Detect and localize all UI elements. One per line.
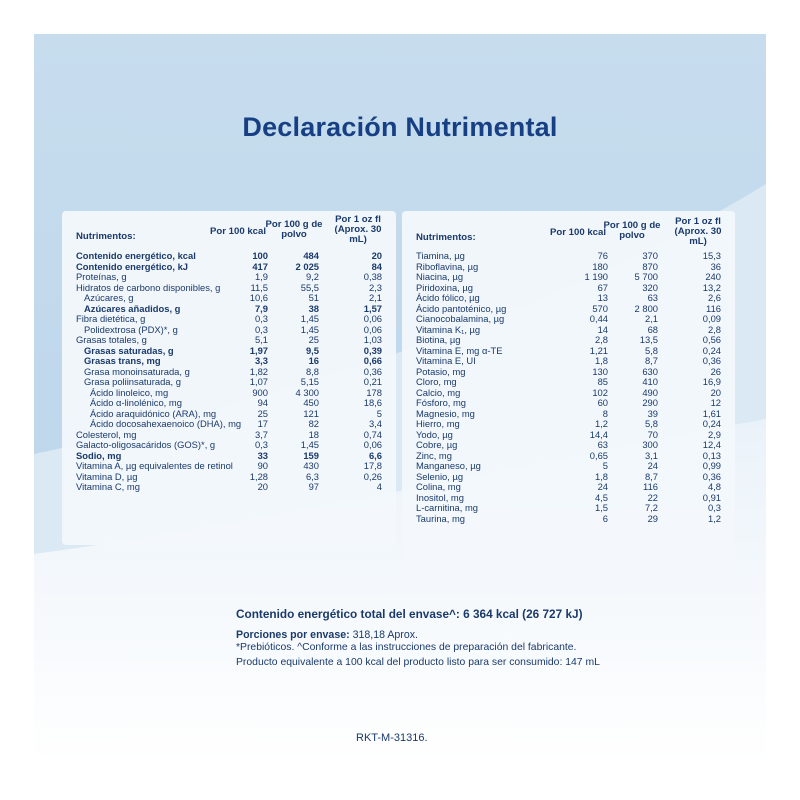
value-per-100kcal: 10,6 <box>249 292 268 303</box>
header-nutrients: Nutrimentos: <box>416 232 476 243</box>
nutrient-name: Riboflavina, µg <box>416 260 479 272</box>
nutrient-name: Azúcares, g <box>84 292 134 303</box>
table-row <box>402 251 735 262</box>
nutrient-name: Hierro, mg <box>416 418 460 429</box>
value-per-100g: 82 <box>308 418 319 429</box>
footnote-prebiotics: *Prebióticos. ^Conforme a las instrucciones de preparación del fabricante. <box>236 642 577 653</box>
value-per-oz: 36 <box>710 260 721 272</box>
nutrient-name: Vitamina D, µg <box>76 470 138 482</box>
value-per-100kcal: 17 <box>257 418 268 429</box>
nutrient-name: Niacina, µg <box>416 271 464 282</box>
value-per-100g: 22 <box>647 491 658 503</box>
nutrient-name: Cloro, mg <box>416 376 457 387</box>
value-per-100g: 410 <box>642 376 658 387</box>
value-per-100kcal: 13 <box>597 292 608 303</box>
value-per-oz: 84 <box>371 260 382 272</box>
nutrient-name: Ácido docosahexaenoico (DHA), mg <box>90 418 242 429</box>
value-per-oz: 26 <box>710 365 721 377</box>
value-per-100g: 29 <box>647 512 658 524</box>
value-per-100g: 18 <box>308 428 319 440</box>
table-row <box>402 293 735 304</box>
nutrient-name: Galacto-oligosacáridos (GOS)*, g <box>76 439 216 450</box>
value-per-100g: 370 <box>642 250 658 261</box>
header-per-oz: Por 1 oz fl (Aprox. 30 mL) <box>334 214 382 245</box>
value-per-100kcal: 0,3 <box>254 313 268 324</box>
value-per-100kcal: 20 <box>257 481 268 492</box>
value-per-100g: 484 <box>303 250 319 261</box>
value-per-100kcal: 11,5 <box>250 281 268 293</box>
value-per-100kcal: 67 <box>597 281 608 293</box>
value-per-100kcal: 1,8 <box>594 470 608 482</box>
value-per-100g: 8,7 <box>644 470 658 482</box>
value-per-100kcal: 1,21 <box>589 344 608 356</box>
value-per-100g: 320 <box>642 281 658 293</box>
nutrient-name: Colesterol, mg <box>76 428 137 440</box>
value-per-oz: 0,13 <box>702 449 721 461</box>
table-row <box>402 482 735 493</box>
value-per-100kcal: 24 <box>597 481 608 492</box>
value-per-oz: 1,61 <box>702 407 721 419</box>
value-per-oz: 0,26 <box>363 470 382 482</box>
nutrient-name: Grasa poliinsaturada, g <box>84 376 181 387</box>
nutrient-name: Grasa monoinsaturada, g <box>84 365 190 377</box>
value-per-oz: 4,8 <box>707 481 721 492</box>
value-per-oz: 5 <box>376 407 382 419</box>
value-per-100g: 5,15 <box>300 376 319 387</box>
table-row <box>62 377 396 388</box>
nutrient-name: Grasas trans, mg <box>84 355 161 366</box>
value-per-100kcal: 85 <box>597 376 608 387</box>
nutrient-name: Fósforo, mg <box>416 397 467 408</box>
value-per-100kcal: 63 <box>597 439 608 450</box>
value-per-100g: 25 <box>308 334 319 345</box>
value-per-100g: 1,45 <box>300 439 319 450</box>
footer-info <box>236 607 716 669</box>
table-header <box>62 211 396 251</box>
nutrient-name: Cobre, µg <box>416 439 458 450</box>
nutrition-table-left <box>62 211 396 545</box>
value-per-oz: 6,6 <box>368 449 382 461</box>
table-header <box>402 211 735 251</box>
table-body <box>402 251 735 524</box>
value-per-100g: 300 <box>642 439 658 450</box>
value-per-100kcal: 102 <box>592 386 608 398</box>
value-per-100kcal: 0,3 <box>254 439 268 450</box>
value-per-100kcal: 0,3 <box>254 323 268 335</box>
value-per-oz: 178 <box>366 386 382 398</box>
value-per-100kcal: 94 <box>257 397 268 408</box>
value-per-100g: 1,45 <box>300 323 319 335</box>
value-per-100g: 121 <box>303 407 319 419</box>
value-per-oz: 0,06 <box>363 323 382 335</box>
table-row <box>62 398 396 409</box>
value-per-oz: 0,39 <box>363 344 382 356</box>
table-row <box>402 377 735 388</box>
table-row <box>402 440 735 451</box>
nutrient-name: Vitamina C, mg <box>76 481 140 492</box>
value-per-oz: 0,06 <box>363 313 382 324</box>
value-per-100kcal: 1,5 <box>594 502 608 513</box>
nutrient-name: Vitamina E, UI <box>416 355 476 366</box>
value-per-oz: 1,03 <box>363 334 382 345</box>
value-per-100kcal: 1,82 <box>249 365 268 377</box>
value-per-100g: 55,5 <box>300 281 319 293</box>
table-row <box>402 398 735 409</box>
value-per-100kcal: 76 <box>597 250 608 261</box>
value-per-100kcal: 1,07 <box>249 376 268 387</box>
value-per-oz: 0,21 <box>363 376 382 387</box>
header-per-100g: Por 100 g de polvo <box>603 220 661 241</box>
portions-label: Porciones por envase: <box>236 629 350 641</box>
header-per-oz: Por 1 oz fl (Aprox. 30 mL) <box>674 216 722 247</box>
nutrient-name: Calcio, mg <box>416 386 461 398</box>
nutrient-name: Contenido energético, kcal <box>76 250 196 261</box>
value-per-oz: 20 <box>371 250 382 261</box>
total-energy: Contenido energético total del envase^: 6 364 kcal (26 727 kJ) <box>236 607 583 621</box>
value-per-oz: 2,3 <box>368 281 382 293</box>
nutrient-name: Sodio, mg <box>76 449 122 461</box>
value-per-100g: 2 025 <box>295 260 319 272</box>
table-row <box>62 335 396 346</box>
table-row <box>62 440 396 451</box>
value-per-100kcal: 7,9 <box>254 302 268 314</box>
nutrient-name: Ácido araquidónico (ARA), mg <box>90 407 217 419</box>
value-per-oz: 0,56 <box>702 334 721 345</box>
value-per-oz: 2,1 <box>368 292 382 303</box>
value-per-oz: 0,06 <box>363 439 382 450</box>
table-row <box>62 272 396 283</box>
value-per-oz: 0,3 <box>707 502 721 513</box>
value-per-100g: 38 <box>308 302 319 314</box>
value-per-100kcal: 8 <box>602 407 608 419</box>
table-body <box>62 251 396 493</box>
nutrient-name: Potasio, mg <box>416 365 466 377</box>
value-per-oz: 12,4 <box>702 439 721 450</box>
value-per-oz: 17,8 <box>363 460 382 471</box>
value-per-100g: 450 <box>303 397 319 408</box>
nutrient-name: Ácido fólico, µg <box>416 292 480 303</box>
value-per-100kcal: 1 190 <box>584 271 608 282</box>
value-per-100kcal: 33 <box>257 449 268 461</box>
nutrient-name: Azúcares añadidos, g <box>84 302 181 314</box>
value-per-100g: 6,3 <box>305 470 319 482</box>
value-per-100g: 16 <box>308 355 319 366</box>
value-per-100g: 68 <box>647 323 658 335</box>
value-per-100g: 5,8 <box>644 418 658 429</box>
value-per-100g: 159 <box>303 449 319 461</box>
table-row <box>402 314 735 325</box>
value-per-oz: 0,09 <box>702 313 721 324</box>
value-per-100g: 1,45 <box>300 313 319 324</box>
page-title: Declaración Nutrimental <box>242 112 558 142</box>
value-per-100g: 5,8 <box>644 344 658 356</box>
value-per-oz: 15,3 <box>702 250 721 261</box>
value-per-oz: 2,8 <box>707 323 721 335</box>
nutrient-name: Ácido linoleico, mg <box>90 386 169 398</box>
value-per-100kcal: 130 <box>592 365 608 377</box>
portions <box>236 629 716 641</box>
nutrition-table-right <box>402 211 735 573</box>
table-row <box>62 293 396 304</box>
value-per-100g: 3,1 <box>644 449 658 461</box>
value-per-oz: 2,6 <box>707 292 721 303</box>
value-per-oz: 18,6 <box>363 397 382 408</box>
value-per-oz: 3,4 <box>368 418 382 429</box>
value-per-100g: 870 <box>642 260 658 272</box>
value-per-100g: 51 <box>308 292 319 303</box>
nutrient-name: Grasas saturadas, g <box>84 344 174 356</box>
nutrient-name: Vitamina E, mg α-TE <box>416 344 503 356</box>
table-row <box>62 482 396 493</box>
value-per-oz: 12 <box>710 397 721 408</box>
value-per-oz: 116 <box>706 302 721 314</box>
nutrient-name: Piridoxina, µg <box>416 281 473 293</box>
value-per-100kcal: 5 <box>602 460 608 471</box>
nutrient-name: Ácido pantoténico, µg <box>416 302 507 314</box>
value-per-100kcal: 14 <box>597 323 608 335</box>
table-row <box>62 419 396 430</box>
table-row <box>402 503 735 514</box>
equivalent-note: Producto equivalente a 100 kcal del producto listo para ser consumido: 147 mL <box>236 657 600 668</box>
value-per-oz: 16,9 <box>702 376 721 387</box>
value-per-100g: 8,7 <box>644 355 658 366</box>
value-per-100g: 8,8 <box>305 365 319 377</box>
nutrient-name: Grasas totales, g <box>76 334 147 345</box>
value-per-100g: 490 <box>642 386 658 398</box>
value-per-oz: 1,2 <box>707 512 721 524</box>
value-per-100kcal: 25 <box>257 407 268 419</box>
nutrient-name: Magnesio, mg <box>416 407 475 419</box>
value-per-100g: 2,1 <box>644 313 658 324</box>
value-per-oz: 0,66 <box>363 355 382 366</box>
table-row <box>402 419 735 430</box>
nutrient-name: Biotina, µg <box>416 334 461 345</box>
nutrient-name: Taurina, mg <box>416 512 465 524</box>
value-per-100kcal: 570 <box>592 302 608 314</box>
value-per-100g: 290 <box>642 397 658 408</box>
value-per-oz: 0,36 <box>702 470 721 482</box>
nutrient-name: Inositol, mg <box>416 491 464 503</box>
value-per-100kcal: 180 <box>592 260 608 272</box>
value-per-oz: 0,24 <box>702 344 721 356</box>
value-per-100g: 24 <box>647 460 658 471</box>
nutrient-name: Colina, mg <box>416 481 461 492</box>
value-per-100kcal: 417 <box>252 260 268 272</box>
value-per-oz: 0,99 <box>702 460 721 471</box>
table-row <box>402 272 735 283</box>
value-per-100kcal: 1,9 <box>254 271 268 282</box>
table-row <box>402 514 735 525</box>
value-per-100kcal: 1,8 <box>594 355 608 366</box>
value-per-100kcal: 0,44 <box>589 313 608 324</box>
table-row <box>62 461 396 472</box>
value-per-100kcal: 60 <box>597 397 608 408</box>
value-per-oz: 0,36 <box>702 355 721 366</box>
value-per-100g: 97 <box>308 481 319 492</box>
table-row <box>402 335 735 346</box>
value-per-100g: 39 <box>647 407 658 419</box>
value-per-100g: 630 <box>642 365 658 377</box>
table-row <box>62 356 396 367</box>
value-per-oz: 0,91 <box>702 491 721 503</box>
nutrient-name: Hidratos de carbono disponibles, g <box>76 281 221 293</box>
value-per-100g: 70 <box>647 428 658 440</box>
nutrient-name: Fibra dietética, g <box>76 313 146 324</box>
nutrient-name: Tiamina, µg <box>416 250 465 261</box>
value-per-oz: 240 <box>705 271 721 282</box>
value-per-100kcal: 1,2 <box>594 418 608 429</box>
value-per-100kcal: 900 <box>252 386 268 398</box>
nutrient-name: Zinc, mg <box>416 449 452 461</box>
nutrient-name: Contenido energético, kJ <box>76 260 188 272</box>
value-per-100kcal: 100 <box>252 250 268 261</box>
value-per-100kcal: 1,28 <box>249 470 268 482</box>
value-per-oz: 20 <box>710 386 721 398</box>
value-per-100kcal: 90 <box>257 460 268 471</box>
nutrient-name: Selenio, µg <box>416 470 464 482</box>
value-per-100g: 5 700 <box>634 271 658 282</box>
value-per-100g: 2 800 <box>634 302 658 314</box>
value-per-100kcal: 4,5 <box>594 491 608 503</box>
value-per-oz: 0,38 <box>363 271 382 282</box>
value-per-100g: 9,2 <box>305 271 319 282</box>
nutrient-name: Cianocobalamina, µg <box>416 313 505 324</box>
value-per-100g: 13,5 <box>639 334 658 345</box>
portions-value: 318,18 Aprox. <box>352 629 418 641</box>
nutrient-name: L-carnitina, mg <box>416 502 479 513</box>
value-per-100g: 430 <box>303 460 319 471</box>
nutrient-name: Yodo, µg <box>416 428 453 440</box>
nutrient-name: Manganeso, µg <box>416 460 481 471</box>
value-per-100kcal: 1,97 <box>249 344 268 356</box>
value-per-100kcal: 6 <box>602 512 608 524</box>
nutrient-name: Ácido α-linolénico, mg <box>90 397 182 408</box>
header-per-100kcal: Por 100 kcal <box>209 226 266 237</box>
value-per-100kcal: 3,7 <box>254 428 268 440</box>
value-per-100g: 116 <box>643 481 658 492</box>
value-per-100g: 7,2 <box>644 502 658 513</box>
nutrient-name: Vitamina A, µg equivalentes de retinol <box>76 460 233 471</box>
value-per-100kcal: 3,3 <box>254 355 268 366</box>
table-row <box>402 461 735 472</box>
nutrient-name: Proteínas, g <box>76 271 127 282</box>
value-per-oz: 0,36 <box>363 365 382 377</box>
value-per-oz: 2,9 <box>707 428 721 440</box>
value-per-100kcal: 5,1 <box>254 334 268 345</box>
value-per-oz: 0,24 <box>702 418 721 429</box>
value-per-100g: 63 <box>647 292 658 303</box>
table-row <box>62 251 396 262</box>
value-per-oz: 0,74 <box>363 428 382 440</box>
value-per-oz: 4 <box>376 481 382 492</box>
header-nutrients: Nutrimentos: <box>76 231 136 242</box>
header-per-100kcal: Por 100 kcal <box>549 227 606 238</box>
value-per-100kcal: 2,8 <box>594 334 608 345</box>
value-per-100g: 4 300 <box>295 386 319 398</box>
value-per-100kcal: 0,65 <box>589 449 608 461</box>
nutrient-name: Polidextrosa (PDX)*, g <box>84 323 178 335</box>
product-code: RKT-M-31316. <box>356 732 428 744</box>
label-panel <box>34 34 766 766</box>
table-row <box>62 314 396 325</box>
value-per-100kcal: 14,4 <box>589 428 608 440</box>
nutrient-name: Vitamina K₁, µg <box>416 323 481 335</box>
header-per-100g: Por 100 g de polvo <box>265 219 323 240</box>
value-per-oz: 13,2 <box>702 281 721 293</box>
value-per-100g: 9,5 <box>305 344 319 356</box>
table-row <box>402 356 735 367</box>
value-per-oz: 1,57 <box>363 302 382 314</box>
